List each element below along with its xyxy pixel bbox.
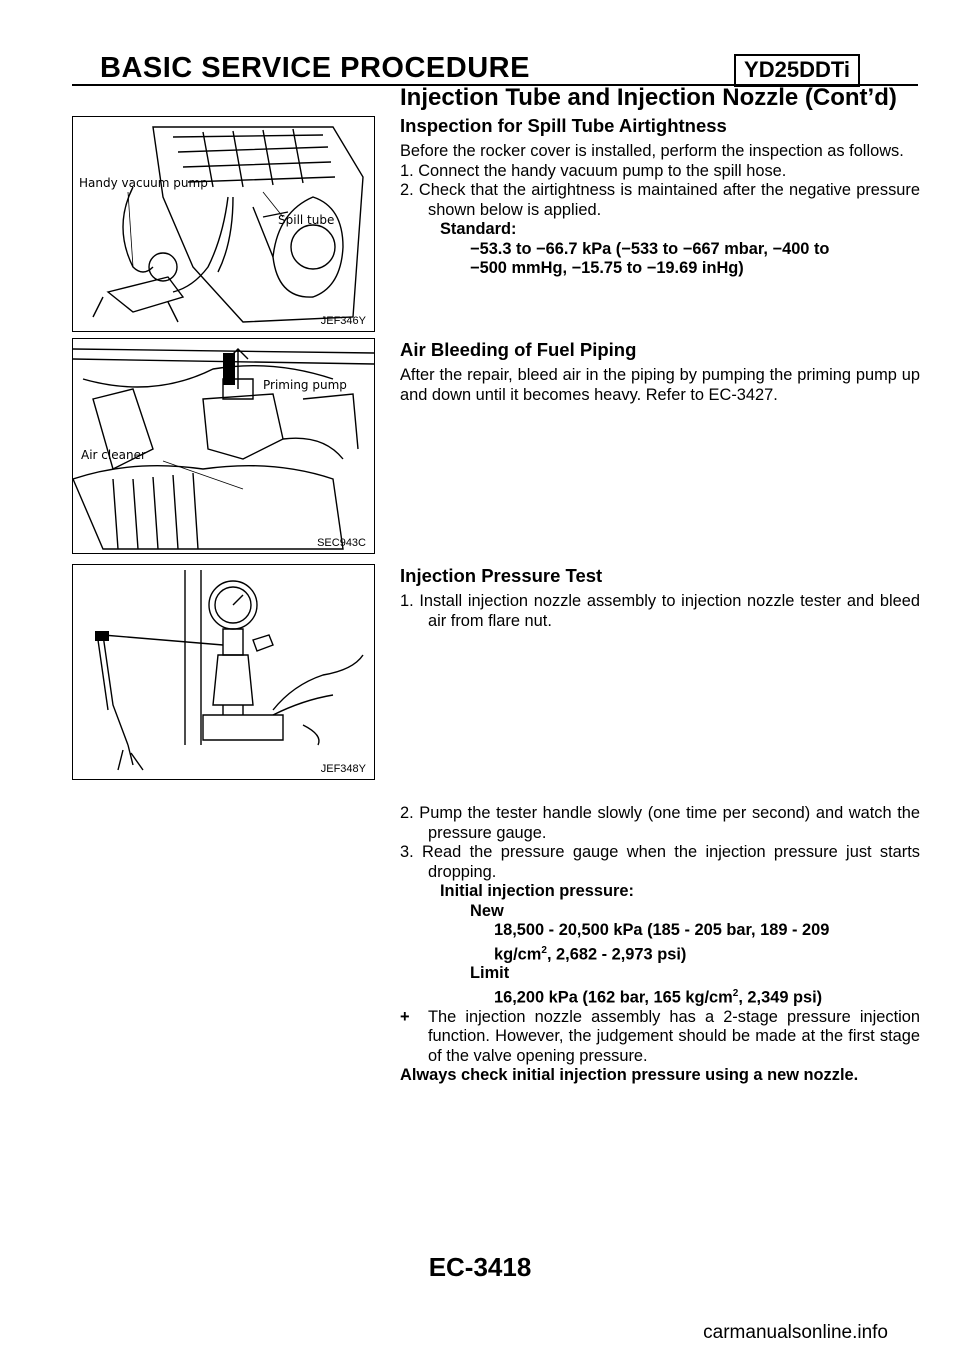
watermark: carmanualsonline.info [703, 1322, 888, 1343]
figure-label-vacuum-pump: Handy vacuum pump [79, 176, 208, 190]
figure-label-priming-pump: Priming pump [263, 378, 347, 392]
paragraph: Before the rocker cover is installed, perform the inspection as follows. [400, 142, 904, 160]
section-heading: Injection Pressure Test [400, 565, 603, 586]
figure-label-air-cleaner: Air cleaner [81, 448, 146, 462]
page-subtitle: Injection Tube and Injection Nozzle (Cont’d) [400, 84, 897, 111]
paragraph: After the repair, bleed air in the piping by pumping the priming pump up and down until it becomes heavy. Refer to EC-3427. [400, 366, 920, 404]
section-heading: Air Bleeding of Fuel Piping [400, 339, 637, 360]
new-value-line-2: $kg/cm^2$, 2,682 - 2,973 psi) [494, 944, 687, 963]
bullet-note: + The injection nozzle assembly has a 2-stage pressure injection function. However, the judgement should be made at the first stage of the valve opening pressure. [400, 1007, 920, 1065]
figure-code: JEF348Y [320, 763, 366, 775]
limit-label: Limit [470, 964, 510, 983]
figure-nozzle-tester-drawing [73, 565, 374, 779]
figure-code: JEF346Y [320, 315, 366, 327]
superscript: 2 [541, 944, 547, 956]
figure-label-spill-tube: Spill tube [278, 213, 335, 227]
important-note: Always check initial injection pressure using a new nozzle. [400, 1066, 859, 1085]
section-spill-tube-airtightness [400, 114, 920, 279]
new-label: New [470, 901, 504, 920]
superscript: 2 [732, 987, 739, 999]
section-air-bleeding [400, 338, 920, 405]
page-title: BASIC SERVICE PROCEDURE [100, 52, 530, 84]
figure-code: SEC943C [317, 537, 366, 549]
figure-spill-tube-drawing [73, 117, 374, 331]
step-1: 1. Connect the handy vacuum pump to the spill hose. [400, 161, 787, 180]
figure-priming-pump [72, 338, 375, 554]
figure-spill-tube [72, 116, 375, 332]
page-number: EC-3418 [428, 1252, 532, 1282]
new-value-line-1: 18,500 - 20,500 kPa (185 - 205 bar, 189 - 209 [494, 921, 830, 939]
standard-value-line-2: −500 mmHg, −15.75 to −19.69 inHg) [470, 259, 744, 277]
engine-badge: YD25DDTi [734, 54, 860, 87]
step-2: 2. Pump the tester handle slowly (one time per second) and watch the pressure gauge. [400, 804, 920, 842]
figure-nozzle-tester [72, 564, 375, 780]
standard-label: Standard: [440, 220, 517, 238]
standard-value-line-1: −53.3 to −66.7 kPa (−533 to −667 mbar, −400 to [470, 239, 830, 258]
step-2: 2. Check that the airtightness is maintained after the negative pressure shown below is applied. [400, 181, 920, 219]
initial-pressure-label: Initial injection pressure: [440, 882, 634, 900]
step-1: 1. Install injection nozzle assembly to injection nozzle tester and bleed air from flare nut. [400, 592, 920, 630]
figure-priming-pump-drawing [73, 339, 374, 553]
bullet-icon: + [400, 1007, 410, 1026]
step-3: 3. Read the pressure gauge when the injection pressure just starts dropping. [400, 843, 920, 881]
section-injection-pressure-test [400, 564, 920, 631]
section-injection-pressure-steps [400, 804, 920, 1086]
limit-value: 16,200 kPa (162 bar, 165 $kg/cm^2$, 2,349 psi) [494, 987, 823, 1007]
section-heading: Inspection for Spill Tube Airtightness [400, 115, 727, 136]
